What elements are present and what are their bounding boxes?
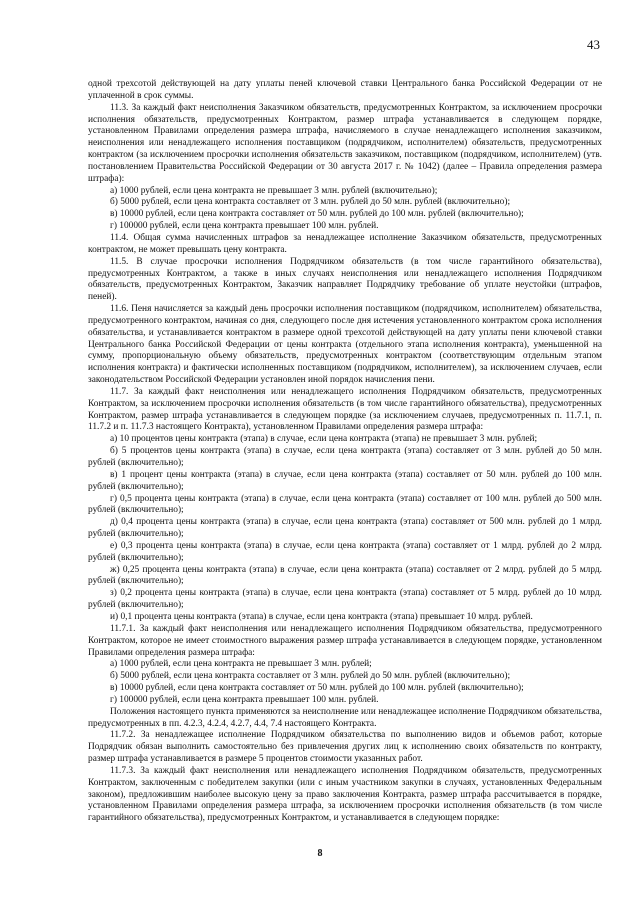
paragraph: 11.3. За каждый факт неисполнения Заказчиком обязательств, предусмотренных Контрактом, за исключением просрочки исполнения обязательств, предусмотренных Контрактом, размер штрафа устанавливается в следующем порядке, установленном Правилами определения размера штрафа, начисляемого в случае ненадлежащего исполнения заказчиком, неисполнения или ненадлежащего исполнения поставщиком (подрядчиком, исполнителем) обязательств, предусмотренных контрактом (за исключением просрочки исполнения обязательств заказчиком, поставщиком (подрядчиком, исполнителем) (утв. постановлением Правительства Российской Федерации от 30 августа 2017 г. № 1042) (далее – Правила определения размера штрафа): — [88, 102, 602, 184]
paragraph: одной трехсотой действующей на дату уплаты пеней ключевой ставки Центрального банка Российской Федерации от не уплаченной в срок суммы. — [88, 79, 602, 101]
paragraph: б) 5 процентов цены контракта (этапа) в случае, если цена контракта (этапа) составляет от 3 млн. рублей до 50 млн. рублей (включительно); — [88, 446, 602, 468]
paragraph: в) 10000 рублей, если цена контракта составляет от 50 млн. рублей до 100 млн. рублей (включительно); — [110, 209, 524, 220]
paragraph: 11.5. В случае просрочки исполнения Подрядчиком обязательств (в том числе гарантийного обязательства), предусмотренных Контрактом, а также в иных случаях неисполнения или ненадлежащего исполнения Подрядчиком обязательств, предусмотренных Контрактом, Заказчик направляет Подрядчику требование об уплате неустойки (штрафов, пеней). — [88, 256, 602, 303]
paragraph: з) 0,2 процента цены контракта (этапа) в случае, если цена контракта (этапа) составляет от 5 млрд. рублей до 10 млрд. рублей (включительно); — [88, 588, 602, 611]
paragraph: а) 1000 рублей, если цена контракта не превышает 3 млн. рублей; — [110, 659, 372, 670]
paragraph: 11.7.3. За каждый факт неисполнения или ненадлежащего исполнения Подрядчиком обязательств, предусмотренных Контрактом, заключенным с победителем закупки (или с иным участником закупки в случаях, установленных Федеральным законом), предложившим наиболее высокую цену за право заключения Контракта, размер штрафа рассчитывается в порядке, установленном Правилами определения размера штрафа, за исключением просрочки исполнения обязательств (в том числе гарантийного обязательства), предусмотренных Контрактом, и устанавливается в следующем порядке: — [88, 765, 602, 824]
paragraph: б) 5000 рублей, если цена контракта составляет от 3 млн. рублей до 50 млн. рублей (включительно); — [110, 671, 511, 682]
paragraph: в) 1 процент цены контракта (этапа) в случае, если цена контракта (этапа) составляет от 50 млн. рублей до 100 млн. рублей (включительно); — [88, 469, 602, 492]
paragraph: а) 1000 рублей, если цена контракта не превышает 3 млн. рублей (включительно); — [110, 185, 438, 196]
paragraph: 11.7.1. За каждый факт неисполнения или ненадлежащего исполнения Подрядчиком обязательства, предусмотренного Контрактом, которое не имеет стоимостного выражения размер штрафа устанавливается в следующем порядке, установленном Правилами определения размера штрафа: — [88, 623, 602, 658]
paragraph: 11.4. Общая сумма начисленных штрафов за ненадлежащее исполнение Заказчиком обязательств, предусмотренных контрактом, не может превышать цену контракта. — [88, 232, 602, 255]
paragraph: ж) 0,25 процента цены контракта (этапа) в случае, если цена контракта (этапа) составляет от 2 млрд. рублей до 5 млрд. рублей (включительно); — [88, 564, 602, 587]
paragraph: д) 0,4 процента цены контракта (этапа) в случае, если цена контракта (этапа) составляет от 500 млн. рублей до 1 млрд. рублей (включительно); — [88, 517, 602, 540]
paragraph: 11.7.2. За ненадлежащее исполнение Подрядчиком обязательства по выполнению видов и объемов работ, которые Подрядчик обязан выполнить самостоятельно без привлечения других лиц к исполнению своих обязательств по контракту, размер штрафа устанавливается в размере 5 процентов стоимости указанных работ. — [88, 730, 602, 765]
paragraph: г) 100000 рублей, если цена контракта превышает 100 млн. рублей. — [110, 694, 379, 705]
top-page-number: 43 — [587, 37, 600, 52]
paragraph: и) 0,1 процента цены контракта (этапа) в случае, если цена контракта (этапа) превышает 10 млрд. рублей. — [110, 611, 533, 622]
paragraph: г) 0,5 процента цены контракта (этапа) в случае, если цена контракта (этапа) составляет от 100 млн. рублей до 500 млн. рублей (включительно); — [88, 493, 602, 516]
paragraph: е) 0,3 процента цены контракта (этапа) в случае, если цена контракта (этапа) составляет от 1 млрд. рублей до 2 млрд. рублей (включительно); — [88, 540, 602, 563]
bottom-page-number: 8 — [317, 848, 323, 859]
paragraph: 11.7. За каждый факт неисполнения или ненадлежащего исполнения Подрядчиком обязательств, предусмотренных Контрактом, за исключением просрочки исполнения обязательств (в том числе гарантийного обязательства), предусмотренных Контрактом, размер штрафа устанавливается в следующем порядке (за исключением случаев, предусмотренных п. 11.7.1, п. 11.7.2 и п. 11.7.3 настоящего Контракта), установленном Правилами определения размера штрафа: — [88, 386, 602, 433]
paragraph: г) 100000 рублей, если цена контракта превышает 100 млн. рублей. — [110, 221, 379, 232]
paragraph: 11.6. Пеня начисляется за каждый день просрочки исполнения поставщиком (подрядчиком, исполнителем) обязательства, предусмотренного контрактом, начиная со дня, следующего после дня истечения установленного контрактом срока исполнения обязательства, и устанавливается контрактом в размере одной трехсотой действующей на дату уплаты пени ключевой ставки Центрального банка Российской Федерации от цены контракта (отдельного этапа исполнения контракта), уменьшенной на сумму, пропорциональную объему обязательств, предусмотренных контрактом (соответствующим отдельным этапом исполнения контракта) и фактически исполненных поставщиком (подрядчиком, исполнителем), за исключением случаев, если законодательством Российской Федерации установлен иной порядок начисления пени. — [88, 304, 602, 386]
document-body — [88, 79, 602, 825]
paragraph: а) 10 процентов цены контракта (этапа) в случае, если цена контракта (этапа) не превышает 3 млн. рублей; — [110, 434, 538, 445]
paragraph: Положения настоящего пункта применяются за неисполнение или ненадлежащее исполнение Подрядчиком обязательства, предусмотренных в пп. 4.2.3, 4.2.4, 4.2.7, 4.4, 7.4 настоящего Контракта. — [88, 706, 602, 729]
paragraph: в) 10000 рублей, если цена контракта составляет от 50 млн. рублей до 100 млн. рублей (включительно); — [110, 683, 524, 694]
paragraph: б) 5000 рублей, если цена контракта составляет от 3 млн. рублей до 50 млн. рублей (включительно); — [110, 197, 511, 208]
